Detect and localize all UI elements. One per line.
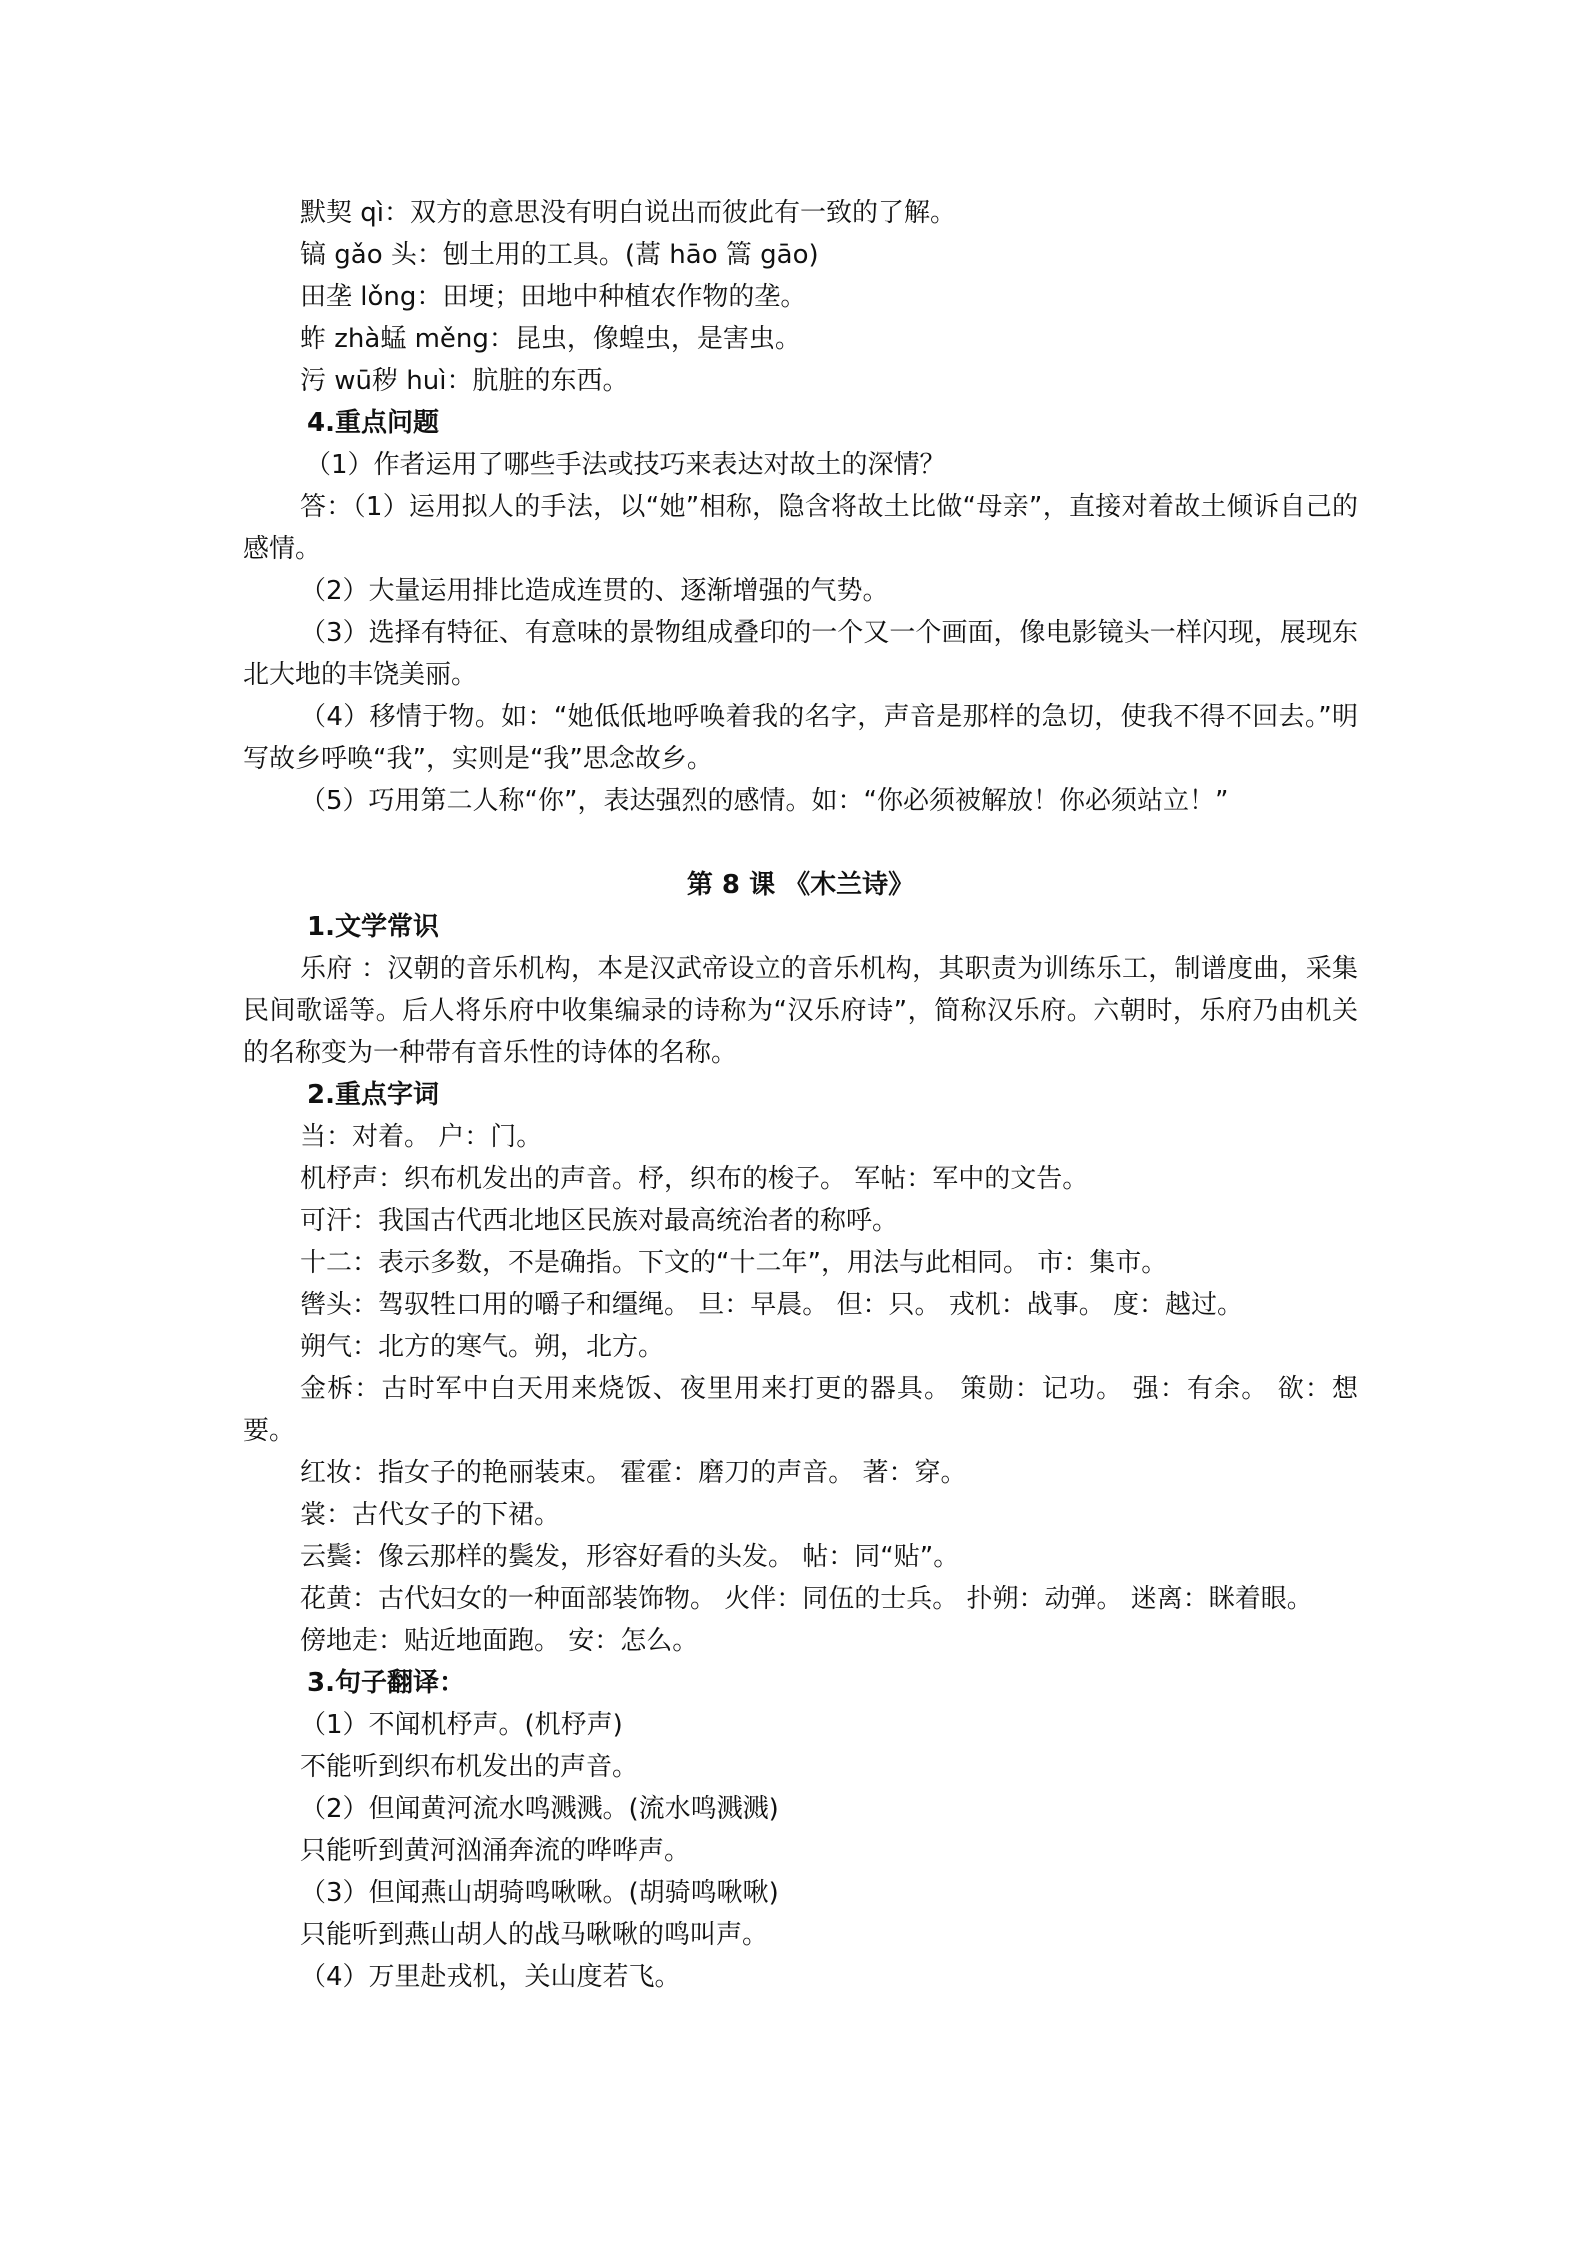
section-heading-literary-knowledge: 1.文学常识 xyxy=(307,912,439,942)
section-heading-sentence-translation: 3.句子翻译： xyxy=(307,1668,465,1698)
vocab-line-wuhui: 污 wū秽 huì：肮脏的东西。 xyxy=(300,366,629,396)
word-line: 花黄：古代妇女的一种面部装饰物。 火伴：同伍的士兵。 扑朔：动弹。 迷离：眯着眼。 xyxy=(300,1584,1313,1614)
word-line: 朔气：北方的寒气。朔，北方。 xyxy=(300,1332,665,1362)
word-line: 云鬓：像云那样的鬓发，形容好看的头发。 帖：同“贴”。 xyxy=(300,1542,960,1572)
vocab-line-zhameng: 蚱 zhà蜢 měng：昆虫，像蝗虫，是害虫。 xyxy=(300,324,801,354)
lesson-title: 第 8 课 《木兰诗》 xyxy=(686,870,915,900)
literary-knowledge-text: 乐府 ：汉朝的音乐机构，本是汉武帝设立的音乐机构，其职责为训练乐工，制谱度曲，采集民间歌谣等。后人将乐府中收集编录的诗称为“汉乐府诗”，简称汉乐府。六朝时，乐府乃由机关的名称变为一种带有音乐性的诗体的名称。 xyxy=(243,954,1358,1068)
translation-line: 只能听到黄河汹涌奔流的哗哗声。 xyxy=(300,1836,691,1866)
translation-line: （3）但闻燕山胡骑鸣啾啾。(胡骑鸣啾啾) xyxy=(300,1878,779,1908)
vocab-line-gaotou: 镐 gǎo 头：刨土用的工具。(蒿 hāo 篙 gāo) xyxy=(300,240,819,270)
answer-2: （2）大量运用排比造成连贯的、逐渐增强的气势。 xyxy=(300,576,889,606)
answer-5: （5）巧用第二人称“你”，表达强烈的感情。如：“你必须被解放！你必须站立！” xyxy=(300,786,1229,816)
translation-line: （4）万里赴戎机，关山度若飞。 xyxy=(300,1962,681,1992)
document-page xyxy=(243,192,1358,1998)
vocab-line-moqi: 默契 qì：双方的意思没有明白说出而彼此有一致的了解。 xyxy=(300,198,956,228)
answer-3: （3）选择有特征、有意味的景物组成叠印的一个又一个画面，像电影镜头一样闪现，展现东北大地的丰饶美丽。 xyxy=(243,618,1358,690)
word-line: 辔头：驾驭牲口用的嚼子和缰绳。 旦：早晨。 但：只。 戎机：战事。 度：越过。 xyxy=(300,1290,1244,1320)
translation-line: （1）不闻机杼声。(机杼声) xyxy=(300,1710,623,1740)
word-line: 可汗：我国古代西北地区民族对最高统治者的称呼。 xyxy=(300,1206,899,1236)
answer-4: （4）移情于物。如：“她低低地呼唤着我的名字，声音是那样的急切，使我不得不回去。”明写故乡呼唤“我”，实则是“我”思念故乡。 xyxy=(243,702,1358,774)
answer-1: 答：（1）运用拟人的手法，以“她”相称，隐含将故土比做“母亲”，直接对着故土倾诉自己的感情。 xyxy=(243,492,1358,564)
section-heading-key-questions: 4.重点问题 xyxy=(307,408,439,438)
word-line: 机杼声：织布机发出的声音。杼，织布的梭子。 军帖：军中的文告。 xyxy=(300,1164,1089,1194)
translation-line: 不能听到织布机发出的声音。 xyxy=(300,1752,639,1782)
word-line: 十二：表示多数，不是确指。下文的“十二年”，用法与此相同。 市：集市。 xyxy=(300,1248,1168,1278)
word-line: 金柝：古时军中白天用来烧饭、夜里用来打更的器具。 策勋：记功。 强：有余。 欲：想要。 xyxy=(243,1374,1358,1446)
section-heading-key-words: 2.重点字词 xyxy=(307,1080,439,1110)
question-1: （1）作者运用了哪些手法或技巧来表达对故土的深情？ xyxy=(305,450,946,480)
translation-line: （2）但闻黄河流水鸣溅溅。(流水鸣溅溅) xyxy=(300,1794,779,1824)
word-line: 红妆：指女子的艳丽装束。 霍霍：磨刀的声音。 著：穿。 xyxy=(300,1458,967,1488)
word-line: 傍地走：贴近地面跑。 安：怎么。 xyxy=(300,1626,699,1656)
word-line: 裳：古代女子的下裙。 xyxy=(300,1500,561,1530)
translation-line: 只能听到燕山胡人的战马啾啾的鸣叫声。 xyxy=(300,1920,769,1950)
vocab-line-tianlong: 田垄 lǒng：田埂；田地中种植农作物的垄。 xyxy=(300,282,807,312)
word-line: 当：对着。 户：门。 xyxy=(300,1122,543,1152)
